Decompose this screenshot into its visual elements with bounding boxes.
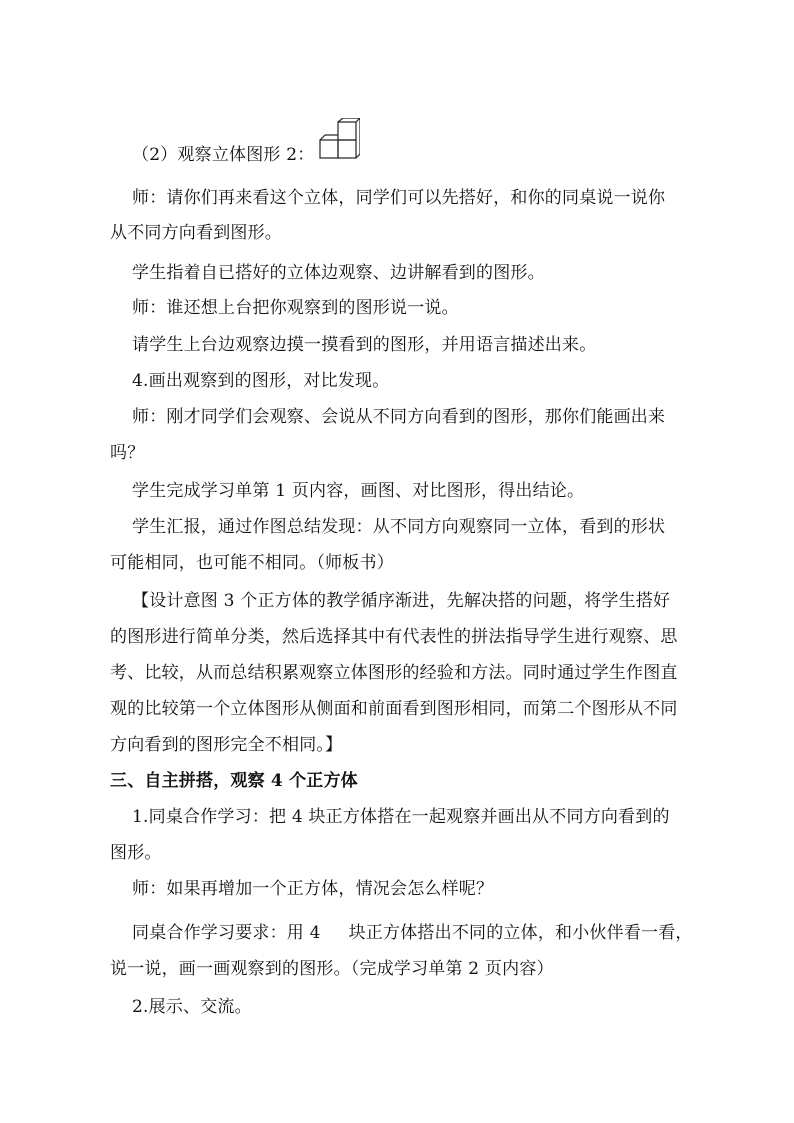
- paragraph-10-line-2: 图形。: [110, 843, 162, 863]
- paragraph-10-line-1: 1.同桌合作学习：把 4 块正方体搭在一起观察并画出从不同方向看到的: [132, 807, 670, 827]
- paragraph-6-line-1: 师：刚才同学们会观察、会说从不同方向看到的图形，那你们能画出来: [132, 407, 666, 427]
- paragraph-12-line-1-part-a: 同桌合作学习要求：用 4: [132, 923, 321, 943]
- paragraph-4: 请学生上台边观察边摸一摸看到的图形，并用语言描述出来。: [132, 335, 597, 355]
- paragraph-1-line-1: 师：请你们再来看这个立体，同学们可以先搭好，和你的同桌说一说你: [132, 188, 666, 208]
- design-intent-line-4: 观的比较第一个立体图形从侧面和前面看到图形相同，而第二个图形从不同: [110, 699, 678, 719]
- paragraph-13: 2.展示、交流。: [132, 997, 252, 1017]
- paragraph-5: 4.画出观察到的图形，对比发现。: [132, 371, 390, 391]
- paragraph-7: 学生完成学习单第 1 页内容，画图、对比图形，得出结论。: [132, 481, 585, 501]
- design-intent-line-1: 【设计意图 3 个正方体的教学循序渐进，先解决搭的问题，将学生搭好: [132, 591, 671, 611]
- three-cube-figure: [318, 118, 360, 166]
- item-2-label: （2）观察立体图形 2：: [132, 145, 315, 165]
- section-3-heading: 三、自主拼搭，观察 4 个正方体: [110, 771, 358, 791]
- item-2-heading: [132, 118, 360, 166]
- paragraph-11: 师：如果再增加一个正方体，情况会怎么样呢？: [132, 879, 494, 899]
- paragraph-12-line-2: 说一说，画一画观察到的图形。（完成学习单第 2 页内容）: [110, 959, 554, 979]
- design-intent-line-5: 方向看到的图形完全不相同。】: [110, 735, 343, 755]
- paragraph-12-line-1: [132, 922, 693, 944]
- design-intent-line-3: 考、比较，从而总结积累观察立体图形的经验和方法。同时通过学生作图直: [110, 663, 678, 683]
- paragraph-2: 学生指着自已搭好的立体边观察、边讲解看到的图形。: [132, 263, 545, 283]
- paragraph-12-line-1-part-b: 块正方体搭出不同的立体，和小伙伴看一看，: [348, 923, 693, 943]
- paragraph-1-line-2: 从不同方向看到图形。: [110, 223, 282, 243]
- paragraph-8-line-1: 学生汇报，通过作图总结发现：从不同方向观察同一立体，看到的形状: [132, 517, 666, 537]
- paragraph-6-line-2: 吗？: [110, 443, 145, 463]
- paragraph-8-line-2: 可能相同，也可能不相同。（师板书）: [110, 553, 394, 573]
- design-intent-line-2: 的图形进行简单分类，然后选择其中有代表性的拼法指导学生进行观察、思: [110, 627, 678, 647]
- paragraph-3: 师：谁还想上台把你观察到的图形说一说。: [132, 298, 459, 318]
